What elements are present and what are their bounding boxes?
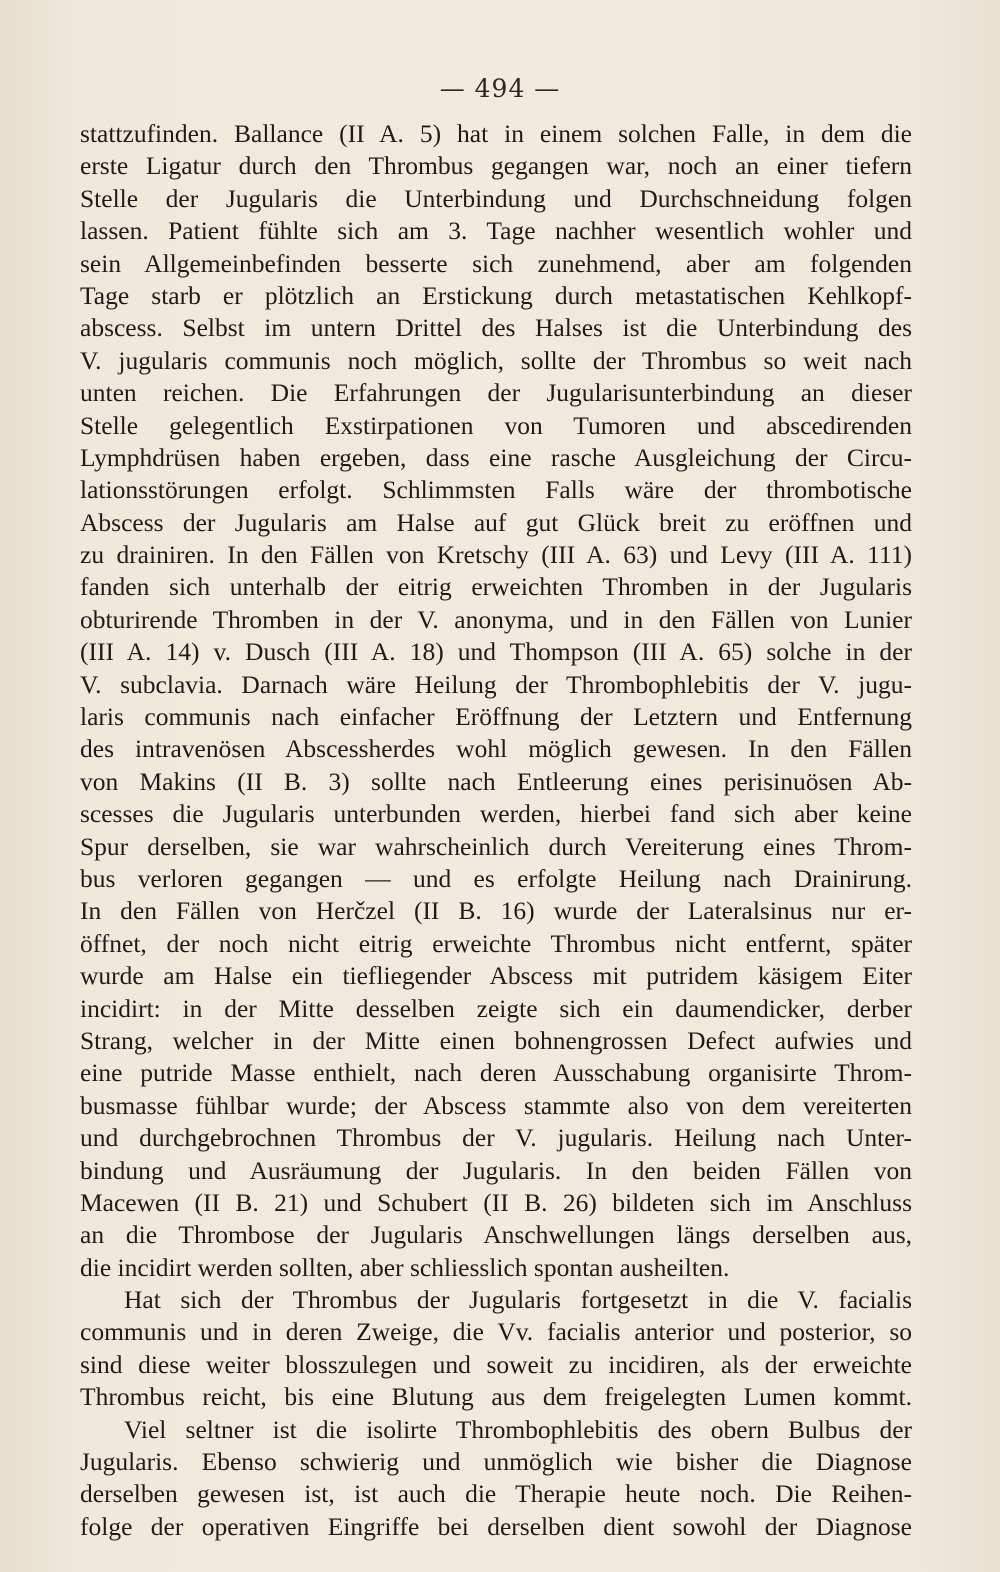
text-line: wurde am Halse ein tiefliegender Abscess mit putridem käsigem Eiter <box>80 961 912 991</box>
text-line: bus verloren gegangen — und es erfolgte Heilung nach Drainirung. <box>80 863 912 893</box>
text-line: V. jugularis communis noch möglich, sollte der Thrombus so weit nach <box>80 345 912 375</box>
text-line: Jugularis. Ebenso schwierig und unmöglich wie bisher die Diagnose <box>80 1447 912 1477</box>
text-line: fanden sich unterhalb der eitrig erweichten Thromben in der Jugularis <box>80 572 912 602</box>
page-number: — 494 — <box>439 74 561 103</box>
text-line: Tage starb er plötzlich an Erstickung durch metastatischen Kehlkopf- <box>80 280 912 310</box>
text-line: und durchgebrochnen Thrombus der V. jugularis. Heilung nach Unter- <box>80 1123 912 1153</box>
text-line: Stelle gelegentlich Exstirpationen von Tumoren und abscedirenden <box>80 410 912 440</box>
text-line: die incidirt werden sollten, aber schliesslich spontan ausheilten. <box>80 1252 730 1282</box>
text-line: unten reichen. Die Erfahrungen der Jugularisunterbindung an dieser <box>80 378 912 408</box>
text-line: an die Thrombose der Jugularis Anschwellungen längs derselben aus, <box>80 1220 912 1250</box>
text-line: Lymphdrüsen haben ergeben, dass eine rasche Ausgleichung der Circu- <box>80 442 912 472</box>
text-line: Thrombus reicht, bis eine Blutung aus dem freigelegten Lumen kommt. <box>80 1382 912 1412</box>
text-line: sind diese weiter blosszulegen und soweit zu incidiren, als der erweichte <box>80 1349 912 1379</box>
text-line: laris communis nach einfacher Eröffnung der Letztern und Entfernung <box>80 702 912 732</box>
text-line: lationsstörungen erfolgt. Schlimmsten Falls wäre der thrombotische <box>80 475 912 505</box>
text-line: erste Ligatur durch den Thrombus gegangen war, noch an einer tiefern <box>80 151 912 181</box>
text-line: lassen. Patient fühlte sich am 3. Tage nachher wesentlich wohler und <box>80 216 912 246</box>
text-line: Hat sich der Thrombus der Jugularis fortgesetzt in die V. facialis <box>124 1285 912 1315</box>
text-line: Viel seltner ist die isolirte Thrombophlebitis des obern Bulbus der <box>124 1414 912 1444</box>
text-line: obturirende Thromben in der V. anonyma, und in den Fällen von Lunier <box>80 604 912 634</box>
text-line: stattzufinden. Ballance (II A. 5) hat in einem solchen Falle, in dem die <box>80 119 912 148</box>
text-line: sein Allgemeinbefinden besserte sich zunehmend, aber am folgenden <box>80 248 912 278</box>
text-line: zu drainiren. In den Fällen von Kretschy (III A. 63) und Levy (III A. 111) <box>80 540 912 570</box>
text-line: folge der operativen Eingriffe bei derselben dient sowohl der Diagnose <box>80 1511 912 1541</box>
text-line: eine putride Masse enthielt, nach deren Ausschabung organisirte Throm- <box>80 1058 912 1088</box>
text-line: Abscess der Jugularis am Halse auf gut Glück breit zu eröffnen und <box>80 507 912 537</box>
text-line: öffnet, der noch nicht eitrig erweichte Thrombus nicht entfernt, später <box>80 928 912 958</box>
text-line: bindung und Ausräumung der Jugularis. In den beiden Fällen von <box>80 1155 912 1185</box>
text-line: communis und in deren Zweige, die Vv. facialis anterior und posterior, so <box>80 1317 912 1347</box>
text-line: Stelle der Jugularis die Unterbindung und Durchschneidung folgen <box>80 183 912 213</box>
text-line: incidirt: in der Mitte desselben zeigte sich ein daumendicker, derber <box>80 993 912 1023</box>
body-text <box>80 118 912 1543</box>
text-line: abscess. Selbst im untern Drittel des Halses ist die Unterbindung des <box>80 313 912 343</box>
text-line: Macewen (II B. 21) und Schubert (II B. 26) bildeten sich im Anschluss <box>80 1187 912 1217</box>
text-line: des intravenösen Abscessherdes wohl möglich gewesen. In den Fällen <box>80 734 912 764</box>
text-line: Strang, welcher in der Mitte einen bohnengrossen Defect aufwies und <box>80 1025 912 1055</box>
text-line: derselben gewesen ist, ist auch die Therapie heute noch. Die Reihen- <box>80 1479 912 1509</box>
text-line: In den Fällen von Herčzel (II B. 16) wurde der Lateralsinus nur er- <box>80 896 912 926</box>
text-line: scesses die Jugularis unterbunden werden, hierbei fand sich aber keine <box>80 799 912 829</box>
text-line: von Makins (II B. 3) sollte nach Entleerung eines perisinuösen Ab- <box>80 766 912 796</box>
text-line: busmasse fühlbar wurde; der Abscess stammte also von dem vereiterten <box>80 1090 912 1120</box>
text-line: Spur derselben, sie war wahrscheinlich durch Vereiterung eines Throm- <box>80 831 912 861</box>
text-line: V. subclavia. Darnach wäre Heilung der Thrombophlebitis der V. jugu- <box>80 669 912 699</box>
text-line: (III A. 14) v. Dusch (III A. 18) und Thompson (III A. 65) solche in der <box>80 637 912 667</box>
